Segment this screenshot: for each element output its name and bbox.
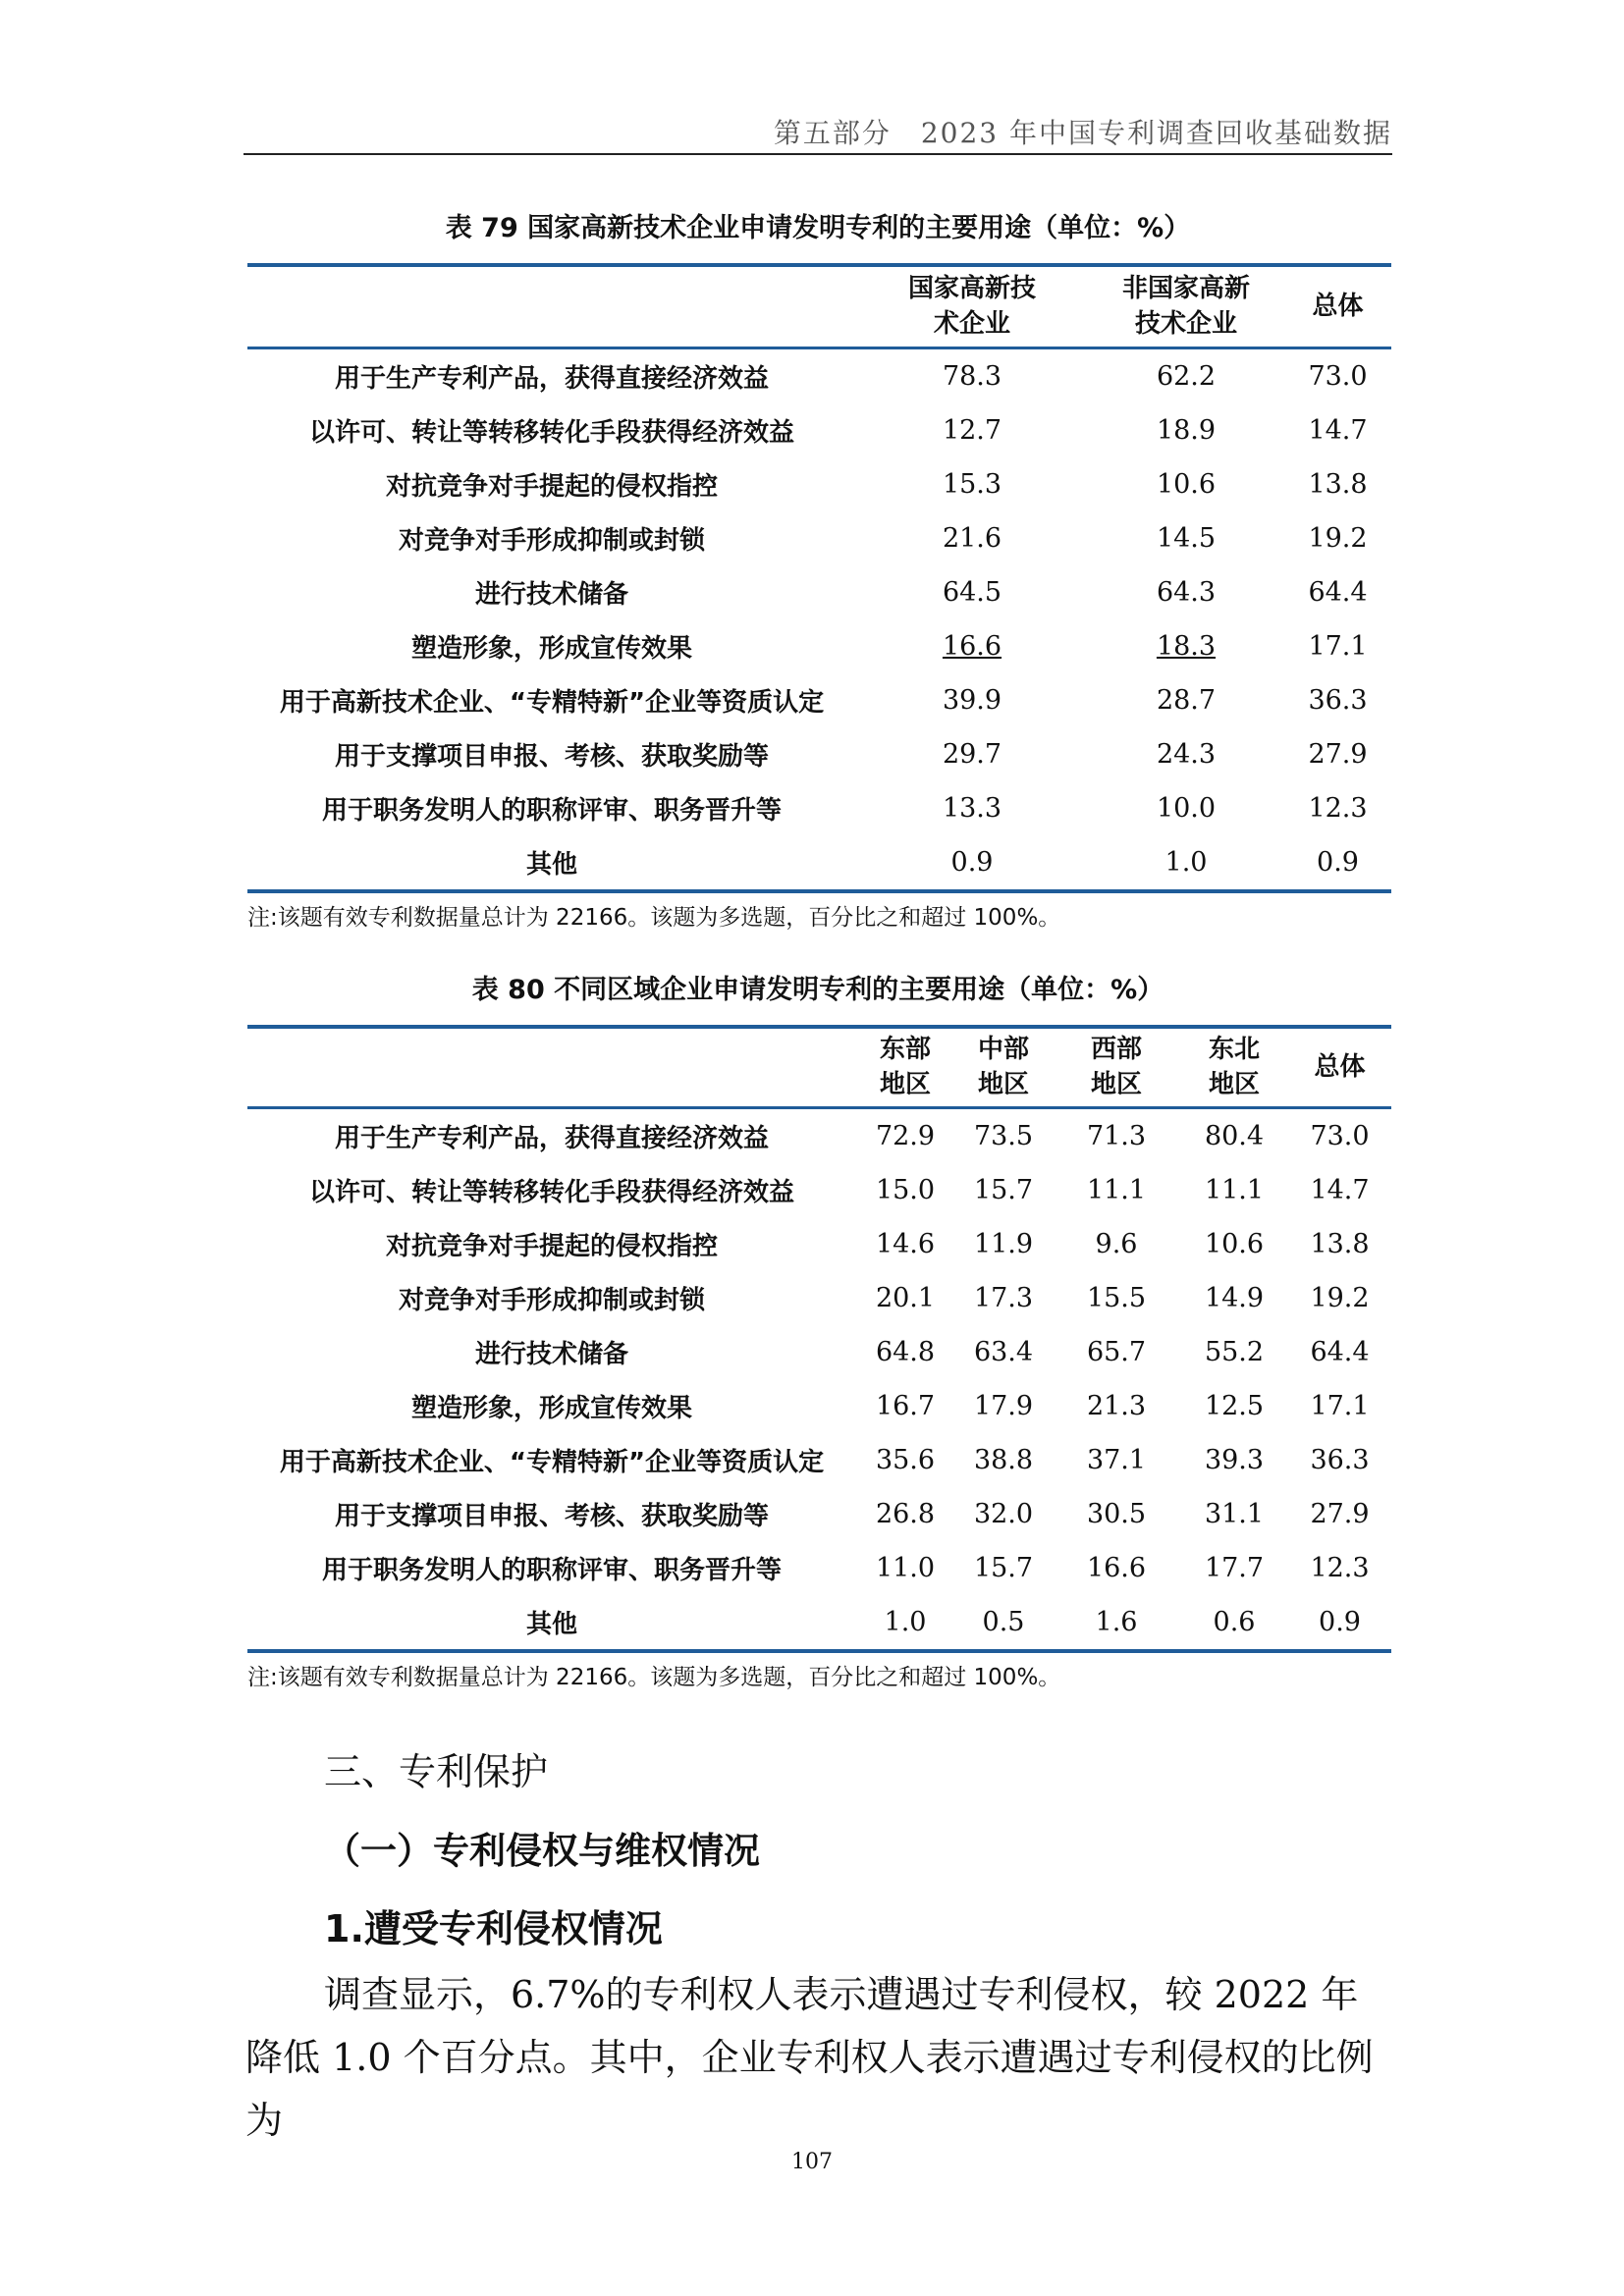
table79 <box>247 263 1391 893</box>
cell: 17.7 <box>1204 1552 1265 1583</box>
cell: 64.4 <box>1310 1336 1370 1367</box>
body-paragraph: 调查显示，6.7%的专利权人表示遭遇过专利侵权，较 2022 年降低 1.0 个百分点。其中，企业专利权人表示遭遇过专利侵权的比例为 <box>245 1973 1374 2142</box>
cell: 13.8 <box>1308 468 1368 500</box>
table80-col-1: 中部地区 <box>954 1027 1053 1107</box>
table-row <box>247 403 1391 457</box>
row-label: 用于支撑项目申报、考核、获取奖励等 <box>334 1501 769 1531</box>
cell: 17.1 <box>1308 630 1368 662</box>
cell: 73.5 <box>973 1120 1034 1151</box>
table79-col-0: 国家高新技术企业 <box>856 265 1088 347</box>
cell: 19.2 <box>1308 522 1368 554</box>
table79-col-1: 非国家高新技术企业 <box>1088 265 1284 347</box>
table79-corner <box>247 265 856 347</box>
cell: 21.6 <box>942 522 1002 554</box>
cell: 11.0 <box>875 1552 936 1583</box>
table-row <box>247 1487 1391 1541</box>
cell: 14.5 <box>1156 522 1217 554</box>
row-label: 用于职务发明人的职称评审、职务晋升等 <box>321 1555 782 1585</box>
table-row <box>247 457 1391 511</box>
cell: 0.9 <box>856 835 1088 891</box>
table80-col-0: 东部地区 <box>856 1027 954 1107</box>
cell: 12.5 <box>1204 1390 1265 1421</box>
cell: 27.9 <box>1310 1498 1370 1529</box>
table-row <box>247 1163 1391 1217</box>
cell: 17.1 <box>1310 1390 1370 1421</box>
table79-col-2: 总体 <box>1284 265 1391 347</box>
cell: 0.5 <box>954 1595 1053 1651</box>
cell: 37.1 <box>1086 1444 1147 1475</box>
cell: 17.9 <box>973 1390 1034 1421</box>
cell: 36.3 <box>1310 1444 1370 1475</box>
table-row <box>247 565 1391 619</box>
row-label: 其他 <box>247 835 856 891</box>
running-header: 第五部分 2023 年中国专利调查回收基础数据 <box>773 117 1392 149</box>
cell: 9.6 <box>1095 1228 1138 1259</box>
underlined-value: 18.3 <box>1156 630 1217 662</box>
cell: 11.9 <box>973 1228 1034 1259</box>
table79-note: 注:该题有效专利数据量总计为 22166。该题为多选题，百分比之和超过 100%。 <box>247 905 1061 931</box>
row-label: 用于高新技术企业、“专精特新”企业等资质认定 <box>279 687 825 718</box>
table80-corner <box>247 1027 856 1107</box>
cell: 65.7 <box>1086 1336 1147 1367</box>
cell: 71.3 <box>1086 1120 1147 1151</box>
table80-caption: 表 80 不同区域企业申请发明专利的主要用途（单位：%） <box>471 975 1164 1005</box>
cell: 19.2 <box>1310 1282 1370 1313</box>
table-row <box>247 781 1391 835</box>
cell: 20.1 <box>875 1282 936 1313</box>
cell: 14.7 <box>1310 1174 1370 1205</box>
row-label: 用于生产专利产品，获得直接经济效益 <box>334 1123 769 1153</box>
cell: 64.4 <box>1308 576 1368 608</box>
cell: 14.7 <box>1308 414 1368 446</box>
cell: 0.9 <box>1288 1595 1391 1651</box>
section-heading: 三、专利保护 <box>324 1750 549 1793</box>
cell: 26.8 <box>875 1498 936 1529</box>
cell: 21.3 <box>1086 1390 1147 1421</box>
cell: 1.0 <box>1088 835 1284 891</box>
cell: 18.9 <box>1156 414 1217 446</box>
row-label: 对竞争对手形成抑制或封锁 <box>398 525 705 556</box>
table80-header-row <box>247 1027 1391 1107</box>
table80-note: 注:该题有效专利数据量总计为 22166。该题为多选题，百分比之和超过 100%。 <box>247 1665 1061 1690</box>
cell: 16.6 <box>1086 1552 1147 1583</box>
cell: 62.2 <box>1156 360 1217 392</box>
table-row <box>247 1325 1391 1379</box>
cell: 39.9 <box>942 684 1002 716</box>
table80-col-4: 总体 <box>1288 1027 1391 1107</box>
cell: 24.3 <box>1156 738 1217 770</box>
cell: 80.4 <box>1204 1120 1265 1151</box>
table80-col-3: 东北地区 <box>1180 1027 1288 1107</box>
row-label: 对抗竞争对手提起的侵权指控 <box>385 1231 718 1261</box>
row-label: 其他 <box>247 1595 856 1651</box>
cell: 10.0 <box>1156 792 1217 824</box>
row-label: 用于职务发明人的职称评审、职务晋升等 <box>321 795 782 826</box>
cell: 11.1 <box>1204 1174 1265 1205</box>
cell: 13.3 <box>942 792 1002 824</box>
cell: 32.0 <box>973 1498 1034 1529</box>
row-label: 对竞争对手形成抑制或封锁 <box>398 1285 705 1315</box>
cell: 12.7 <box>942 414 1002 446</box>
cell: 64.8 <box>875 1336 936 1367</box>
row-label: 塑造形象，形成宣传效果 <box>410 1393 692 1423</box>
cell: 14.6 <box>875 1228 936 1259</box>
subsection-heading: （一）专利侵权与维权情况 <box>324 1830 760 1872</box>
table79-header-row <box>247 265 1391 347</box>
table-row <box>247 1541 1391 1595</box>
table-row <box>247 347 1391 403</box>
cell: 1.0 <box>856 1595 954 1651</box>
cell: 11.1 <box>1086 1174 1147 1205</box>
cell: 38.8 <box>973 1444 1034 1475</box>
cell: 1.6 <box>1053 1595 1180 1651</box>
table-row <box>247 673 1391 727</box>
cell: 36.3 <box>1308 684 1368 716</box>
underlined-value: 16.6 <box>942 630 1002 662</box>
row-label: 塑造形象，形成宣传效果 <box>410 633 692 664</box>
cell: 10.6 <box>1156 468 1217 500</box>
row-label: 以许可、转让等转移转化手段获得经济效益 <box>308 1177 794 1207</box>
cell: 27.9 <box>1308 738 1368 770</box>
table-row <box>247 1433 1391 1487</box>
cell: 63.4 <box>973 1336 1034 1367</box>
cell: 17.3 <box>973 1282 1034 1313</box>
cell: 13.8 <box>1310 1228 1370 1259</box>
table-row <box>247 511 1391 565</box>
row-label: 用于生产专利产品，获得直接经济效益 <box>334 363 769 394</box>
table80-col-2: 西部地区 <box>1053 1027 1180 1107</box>
cell: 78.3 <box>942 360 1002 392</box>
cell: 31.1 <box>1204 1498 1265 1529</box>
cell: 64.3 <box>1156 576 1217 608</box>
cell: 12.3 <box>1310 1552 1370 1583</box>
cell: 12.3 <box>1308 792 1368 824</box>
header-rule <box>244 153 1392 155</box>
page-number: 107 <box>791 2150 833 2174</box>
cell: 14.9 <box>1204 1282 1265 1313</box>
cell: 28.7 <box>1156 684 1217 716</box>
cell <box>856 619 1088 673</box>
row-label: 对抗竞争对手提起的侵权指控 <box>385 471 718 502</box>
cell: 73.0 <box>1310 1120 1370 1151</box>
cell: 64.5 <box>942 576 1002 608</box>
row-label: 进行技术储备 <box>474 579 628 610</box>
table-row <box>247 1595 1391 1651</box>
table-row <box>247 1379 1391 1433</box>
table-row <box>247 727 1391 781</box>
cell: 72.9 <box>875 1120 936 1151</box>
table-row <box>247 1107 1391 1163</box>
table80 <box>247 1025 1391 1653</box>
cell: 55.2 <box>1204 1336 1265 1367</box>
table79-caption: 表 79 国家高新技术企业申请发明专利的主要用途（单位：%） <box>445 213 1191 243</box>
table-row <box>247 1271 1391 1325</box>
cell: 73.0 <box>1308 360 1368 392</box>
row-label: 用于支撑项目申报、考核、获取奖励等 <box>334 741 769 772</box>
row-label: 以许可、转让等转移转化手段获得经济效益 <box>308 417 794 448</box>
cell: 29.7 <box>942 738 1002 770</box>
cell: 15.0 <box>875 1174 936 1205</box>
subsubsection-heading: 1.遭受专利侵权情况 <box>324 1907 663 1950</box>
cell: 15.5 <box>1086 1282 1147 1313</box>
cell: 0.6 <box>1180 1595 1288 1651</box>
table-row <box>247 619 1391 673</box>
cell: 35.6 <box>875 1444 936 1475</box>
cell: 15.7 <box>973 1174 1034 1205</box>
cell: 10.6 <box>1204 1228 1265 1259</box>
cell <box>1088 619 1284 673</box>
cell: 16.7 <box>875 1390 936 1421</box>
cell: 15.3 <box>942 468 1002 500</box>
table-row <box>247 1217 1391 1271</box>
row-label: 进行技术储备 <box>474 1339 628 1369</box>
cell: 30.5 <box>1086 1498 1147 1529</box>
table-row <box>247 835 1391 891</box>
cell: 0.9 <box>1284 835 1391 891</box>
cell: 15.7 <box>973 1552 1034 1583</box>
cell: 39.3 <box>1204 1444 1265 1475</box>
row-label: 用于高新技术企业、“专精特新”企业等资质认定 <box>279 1447 825 1477</box>
